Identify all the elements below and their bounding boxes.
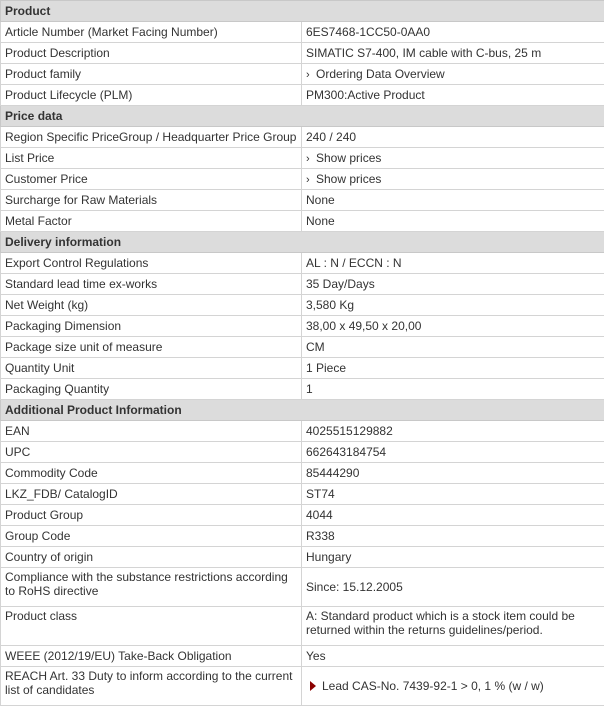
triangle-right-icon <box>310 681 316 691</box>
chevron-right-icon: › <box>306 173 316 187</box>
row-label: Product class <box>1 607 302 646</box>
row-value: 4044 <box>302 505 604 526</box>
row-label: UPC <box>1 442 302 463</box>
link-text[interactable]: Show prices <box>316 172 381 186</box>
row-product-lifecycle <box>1 85 604 106</box>
section-header-additional <box>1 400 604 421</box>
row-ean <box>1 421 604 442</box>
chevron-right-icon: › <box>306 68 316 82</box>
row-value: Hungary <box>302 547 604 568</box>
row-product-family <box>1 64 604 85</box>
show-customer-prices-link[interactable] <box>302 169 604 190</box>
row-label: Product family <box>1 64 302 85</box>
row-lead-time <box>1 274 604 295</box>
row-label: Packaging Quantity <box>1 379 302 400</box>
row-label: WEEE (2012/19/EU) Take-Back Obligation <box>1 646 302 667</box>
row-label: LKZ_FDB/ CatalogID <box>1 484 302 505</box>
row-label: Surcharge for Raw Materials <box>1 190 302 211</box>
row-label: Country of origin <box>1 547 302 568</box>
row-upc <box>1 442 604 463</box>
row-label: Quantity Unit <box>1 358 302 379</box>
row-value: ST74 <box>302 484 604 505</box>
row-country-of-origin <box>1 547 604 568</box>
row-label: Metal Factor <box>1 211 302 232</box>
row-packaging-dimension <box>1 316 604 337</box>
row-value: 1 <box>302 379 604 400</box>
row-value: PM300:Active Product <box>302 85 604 106</box>
reach-lead-link[interactable] <box>302 667 604 706</box>
link-text[interactable]: Ordering Data Overview <box>316 67 445 81</box>
row-value: 1 Piece <box>302 358 604 379</box>
row-reach <box>1 667 604 706</box>
row-value: 35 Day/Days <box>302 274 604 295</box>
row-value: None <box>302 211 604 232</box>
row-value: 662643184754 <box>302 442 604 463</box>
section-title: Price data <box>1 106 604 127</box>
show-list-prices-link[interactable] <box>302 148 604 169</box>
row-label: Compliance with the substance restrictions according to RoHS directive <box>1 568 302 607</box>
row-product-description <box>1 43 604 64</box>
row-packaging-quantity <box>1 379 604 400</box>
section-title: Delivery information <box>1 232 604 253</box>
ordering-data-overview-link[interactable] <box>302 64 604 85</box>
row-list-price <box>1 148 604 169</box>
row-value: Since: 15.12.2005 <box>302 568 604 607</box>
row-value: 240 / 240 <box>302 127 604 148</box>
row-value: 85444290 <box>302 463 604 484</box>
row-weee <box>1 646 604 667</box>
row-rohs-compliance <box>1 568 604 607</box>
row-value: 3,580 Kg <box>302 295 604 316</box>
row-package-unit <box>1 337 604 358</box>
row-value: None <box>302 190 604 211</box>
row-surcharge <box>1 190 604 211</box>
row-value: A: Standard product which is a stock item could be returned within the returns guidelines/period. <box>302 607 604 646</box>
row-label: Package size unit of measure <box>1 337 302 358</box>
row-label: Standard lead time ex-works <box>1 274 302 295</box>
row-product-class <box>1 607 604 646</box>
row-customer-price <box>1 169 604 190</box>
row-label: REACH Art. 33 Duty to inform according to the current list of candidates <box>1 667 302 706</box>
row-label: Article Number (Market Facing Number) <box>1 22 302 43</box>
section-header-delivery <box>1 232 604 253</box>
section-header-price <box>1 106 604 127</box>
row-label: Region Specific PriceGroup / Headquarter Price Group <box>1 127 302 148</box>
row-label: Export Control Regulations <box>1 253 302 274</box>
row-label: List Price <box>1 148 302 169</box>
row-region-price-group <box>1 127 604 148</box>
row-group-code <box>1 526 604 547</box>
row-value: SIMATIC S7-400, IM cable with C-bus, 25 m <box>302 43 604 64</box>
row-label: EAN <box>1 421 302 442</box>
row-label: Customer Price <box>1 169 302 190</box>
row-quantity-unit <box>1 358 604 379</box>
chevron-right-icon: › <box>306 152 316 166</box>
row-label: Product Lifecycle (PLM) <box>1 85 302 106</box>
row-value: 38,00 x 49,50 x 20,00 <box>302 316 604 337</box>
row-product-group <box>1 505 604 526</box>
row-value: Yes <box>302 646 604 667</box>
link-text[interactable]: Show prices <box>316 151 381 165</box>
row-export-control <box>1 253 604 274</box>
row-label: Product Description <box>1 43 302 64</box>
row-value: AL : N / ECCN : N <box>302 253 604 274</box>
row-label: Product Group <box>1 505 302 526</box>
row-metal-factor <box>1 211 604 232</box>
row-value: 6ES7468-1CC50-0AA0 <box>302 22 604 43</box>
row-label: Commodity Code <box>1 463 302 484</box>
row-value: R338 <box>302 526 604 547</box>
row-value: 4025515129882 <box>302 421 604 442</box>
row-article-number <box>1 22 604 43</box>
row-catalog-id <box>1 484 604 505</box>
section-title: Additional Product Information <box>1 400 604 421</box>
section-title: Product <box>1 1 604 22</box>
section-header-product <box>1 1 604 22</box>
row-label: Packaging Dimension <box>1 316 302 337</box>
row-commodity-code <box>1 463 604 484</box>
link-text[interactable]: Lead CAS-No. 7439-92-1 > 0, 1 % (w / w) <box>322 679 544 693</box>
row-value: CM <box>302 337 604 358</box>
row-label: Net Weight (kg) <box>1 295 302 316</box>
row-net-weight <box>1 295 604 316</box>
row-label: Group Code <box>1 526 302 547</box>
